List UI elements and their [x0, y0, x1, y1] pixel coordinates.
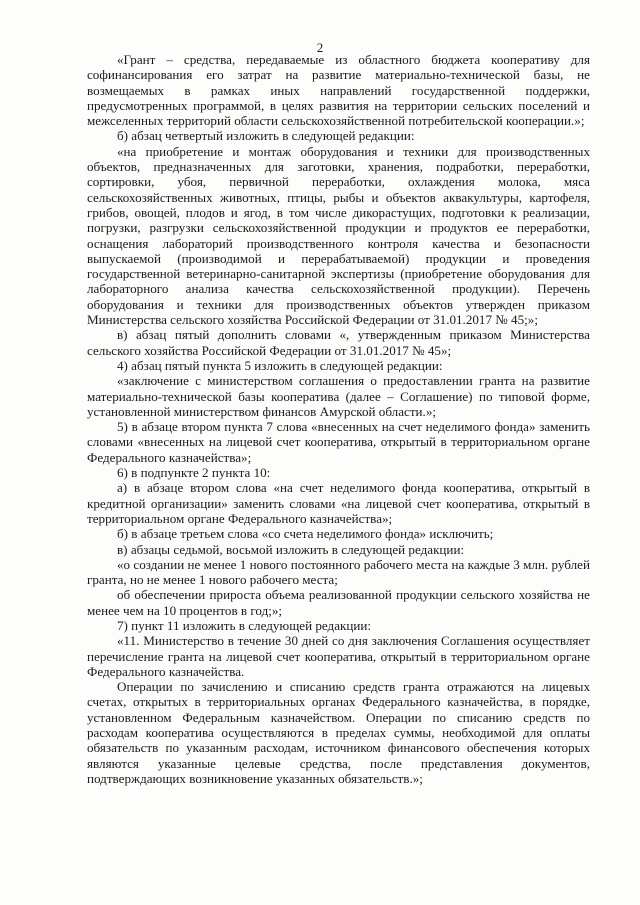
- paragraph-item-4: 4) абзац пятый пункта 5 изложить в следующей редакции:: [117, 357, 443, 373]
- paragraph-v-abzac-5: в) абзац пятый дополнить словами «, утвержденным приказом Министерства сельского хозяйства Российской Федерации от 31.01.2017 № 45»;: [87, 327, 590, 358]
- paragraph-item-11: «11. Министерство в течение 30 дней со дня заключения Соглашения осуществляет перечисление гранта на лицевой счет кооператива, открытый в территориальном органе Федерального казначейства.: [87, 633, 590, 679]
- paragraph-b-abzac-4: б) абзац четвертый изложить в следующей редакции:: [117, 128, 415, 144]
- paragraph-growth: об обеспечении прироста объема реализованной продукции сельского хозяйства не менее чем на 10 процентов в год;»;: [87, 587, 590, 618]
- document-body: [87, 52, 590, 786]
- paragraph-jobs: «о создании не менее 1 нового постоянного рабочего места на каждые 3 млн. рублей гранта, но не менее 1 нового рабочего места;: [87, 556, 590, 588]
- paragraph-6v: в) абзацы седьмой, восьмой изложить в следующей редакции:: [117, 541, 465, 557]
- page-number: 2: [316, 40, 324, 55]
- paragraph-6a: а) в абзаце втором слова «на счет неделимого фонда кооператива, открытый в кредитной организации» заменить словами «на лицевой счет кооператива, открытый в территориальном органе Федерального казначейства»;: [87, 480, 590, 526]
- paragraph-grant-definition: «Грант – средства, передаваемые из областного бюджета кооперативу для софинансирования его затрат на развитие материально-технической базы, не возмещаемых в рамках иных направлений государственной поддержки, предусмотренных программой, в целях развития на территории сельских поселений и межселенных территорий области сельскохозяйственной потребительской кооперации.»;: [87, 52, 590, 129]
- paragraph-item-7: 7) пункт 11 изложить в следующей редакции:: [117, 617, 372, 633]
- paragraph-6b: б) в абзаце третьем слова «со счета неделимого фонда» исключить;: [117, 526, 494, 542]
- paragraph-agreement: «заключение с министерством соглашения о предоставлении гранта на развитие материально-технической базы кооператива (далее – Соглашение) по типовой форме, установленной министерством финансов Амурской области.»;: [87, 373, 590, 419]
- paragraph-operations: Операции по зачислению и списанию средств гранта отражаются на лицевых счетах, открытых в территориальных органах Федерального казначейства, в порядке, установленном Федеральным казначейством. Операции по списанию средств по расходам кооператива осуществляются в пределах суммы, необходимой для оплаты обязательств по указанным расходам, источником финансового обеспечения которых являются указанные целевые средства, после представления документов, подтверждающих возникновение указанных обязательств.»;: [87, 679, 590, 786]
- paragraph-item-6: 6) в подпункте 2 пункта 10:: [117, 465, 271, 481]
- paragraph-item-5: 5) в абзаце втором пункта 7 слова «внесенных на счет неделимого фонда» заменить словами «внесенных на лицевой счет кооператива, открытый в территориальном органе Федерального казначейства»;: [87, 419, 590, 465]
- paragraph-equipment: «на приобретение и монтаж оборудования и техники для производственных объектов, предназначенных для заготовки, хранения, подработки, переработки, сортировки, убоя, первичной переработки, охлаждения молока, мяса сельскохозяйственных животных, птицы, рыбы и объектов аквакультуры, картофеля, грибов, овощей, плодов и ягод, в том числе дикорастущих, подготовки к реализации, погрузки, разгрузки сельскохозяйственной продукции и продуктов ее переработки, оснащения лабораторий производственного контроля качества и безопасности выпускаемой (производимой и перерабатываемой) продукции и проведения государственной ветеринарно-санитарной экспертизы (приобретение оборудования для лабораторного анализа качества сельскохозяйственной продукции). Перечень оборудования и техники для производственных объектов утвержден приказом Министерства сельского хозяйства Российской Федерации от 31.01.2017 № 45;»;: [87, 143, 590, 328]
